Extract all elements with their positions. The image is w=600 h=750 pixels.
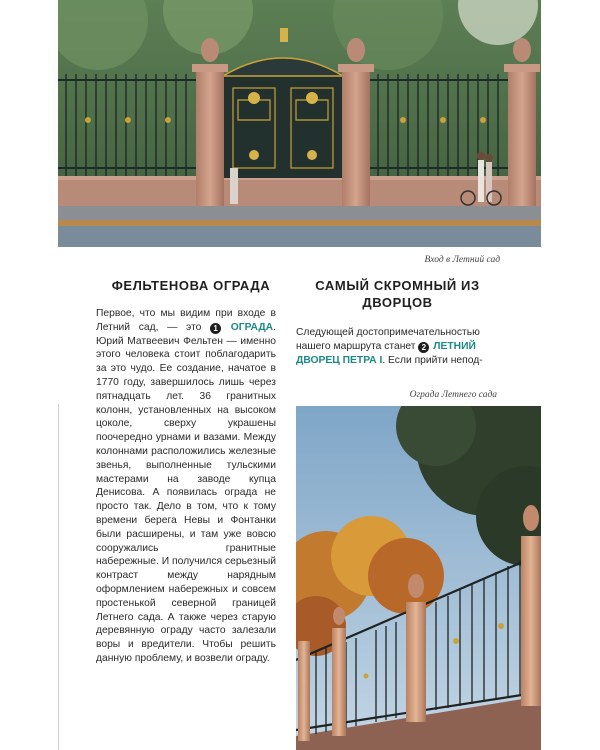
article-text-palace	[296, 326, 499, 367]
route-number-badge: 2	[418, 342, 429, 353]
section-title-feltens-fence: ФЕЛЬТЕНОВА ОГРАДА	[111, 278, 271, 293]
paragraph	[96, 307, 276, 666]
text-run: . Юрий Матвеевич Фельтен — именно этого человека стоит поблагодарить за это чудо. Ее создание, начатое в 1770 году, завершилось лишь через пятнадцать лет. 36 гранитных колонн, установленных на высоком цоколе, сверху украшены поочередно урнами и вазами. Между колоннами расположились железные звенья, выполненные тульскими мастерами на заводе купца Денисова. А появилась ограда не просто так. Дело в том, что к тому времени берега Невы и Фонтанки были расширены, и там уже вовсю сооружались гранитные набережные. И получился серьезный контраст между нарядным оформлением набережных и совсем простенькой северной границей Летнего сада. А также через старую деревянную ограду часто залезали воры и вредители. Чтобы решить данную проблему, и возвели ограду.	[96, 321, 276, 664]
section-title-modest-palace: САМЫЙ СКРОМНЫЙ ИЗ ДВОРЦОВ	[315, 278, 480, 310]
text-run: Первое, что мы видим при входе в Летний сад, — это	[96, 308, 276, 333]
route-number-badge: 1	[210, 323, 221, 334]
text-run: Следующей достопримечательностью нашего маршрута станет	[296, 327, 480, 352]
caption-bottom-photo: Ограда Летнего сада	[409, 390, 497, 400]
highlight-term: ЛЕТНИЙ ДВОРЕЦ ПЕТРА I	[296, 340, 476, 366]
text-run: . Если прийти непод-	[382, 354, 483, 366]
page-margin-rule	[58, 404, 59, 750]
photo-summer-garden-gate	[58, 0, 541, 247]
caption-top-photo: Вход в Летний сад	[424, 255, 500, 265]
photo-summer-garden-fence	[296, 406, 541, 750]
highlight-term: ОГРАДА	[230, 321, 274, 333]
article-text-fence	[96, 307, 276, 666]
paragraph	[296, 326, 499, 367]
